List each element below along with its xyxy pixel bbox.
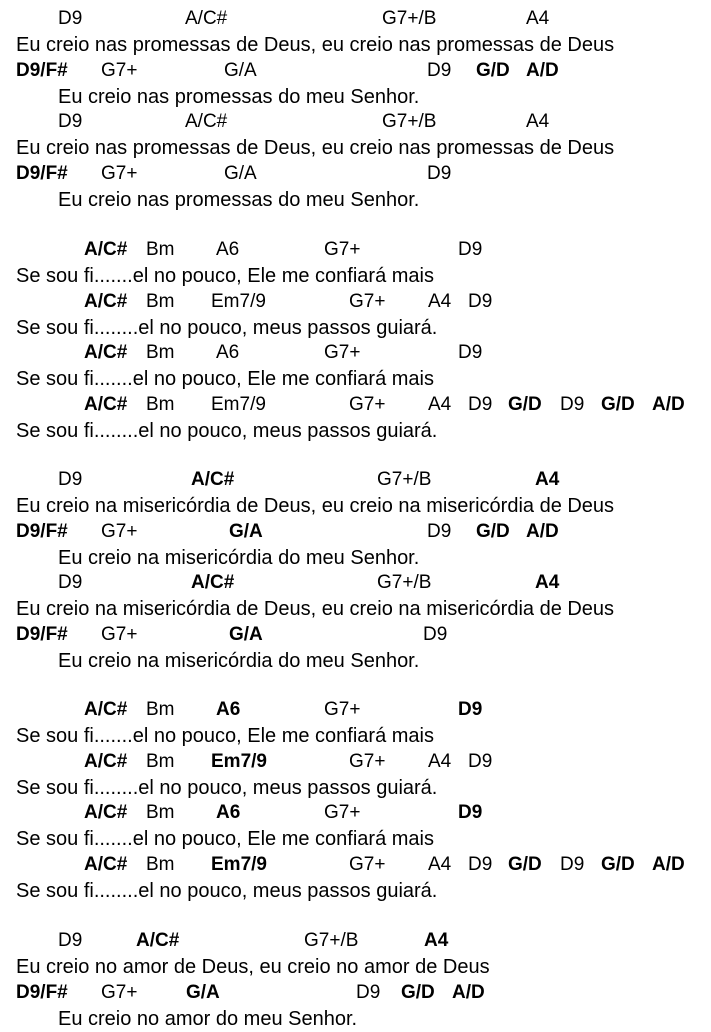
chord: A6 [216, 239, 240, 260]
lyric-text: Se sou fi........el no pouco, meus passos guiará. [16, 317, 438, 339]
chord: Em7/9 [211, 291, 266, 312]
chord: G/D [508, 854, 542, 875]
lyric-text: Se sou fi........el no pouco, meus passos guiará. [16, 880, 438, 902]
lyric-line [0, 648, 711, 674]
chord-line [0, 6, 711, 32]
lyric-line [0, 315, 711, 341]
chord-line [0, 467, 711, 493]
chord: A6 [216, 342, 240, 363]
chord: D9 [58, 8, 83, 29]
chord: D9 [468, 291, 493, 312]
chord: D9 [458, 699, 483, 720]
lyric-text: Eu creio nas promessas do meu Senhor. [58, 86, 420, 108]
chord: D9 [356, 982, 381, 1003]
chord: Em7/9 [211, 751, 267, 772]
chord: A/D [526, 521, 559, 542]
lyric-line [0, 32, 711, 58]
chord: A4 [428, 854, 452, 875]
chord: G/A [224, 60, 257, 81]
lyric-text: Eu creio nas promessas de Deus, eu creio nas promessas de Deus [16, 137, 615, 159]
chord: A/C# [191, 572, 235, 593]
chord: G/A [186, 982, 220, 1003]
lyric-text: Se sou fi.......el no pouco, Ele me confiará mais [16, 368, 434, 390]
chord: G7+ [324, 342, 361, 363]
chord: D9/F# [16, 60, 68, 81]
lyric-line [0, 723, 711, 749]
chord: G7+/B [304, 930, 359, 951]
chord: G/A [229, 521, 263, 542]
lyric-text: Se sou fi........el no pouco, meus passos guiará. [16, 777, 438, 799]
chord-line [0, 800, 711, 826]
chord: D9 [458, 239, 483, 260]
chord: D9 [468, 751, 493, 772]
chord: D9 [427, 521, 452, 542]
chord: A/C# [84, 394, 128, 415]
chord: G7+/B [382, 8, 437, 29]
chord: A/C# [84, 291, 128, 312]
chord: A/C# [136, 930, 180, 951]
chord: G7+ [101, 163, 138, 184]
chord: Bm [146, 342, 175, 363]
chord-line [0, 697, 711, 723]
chord: D9/F# [16, 521, 68, 542]
lyric-text: Se sou fi........el no pouco, meus passos guiará. [16, 420, 438, 442]
chord-line [0, 852, 711, 878]
chord: A/D [652, 854, 685, 875]
chord: G7+ [324, 802, 361, 823]
chord: G/D [601, 394, 635, 415]
chord: A/D [652, 394, 685, 415]
chord: A4 [535, 469, 560, 490]
chord: Bm [146, 239, 175, 260]
lyric-line [0, 1006, 711, 1032]
chord: G/A [229, 624, 263, 645]
chord: D9 [423, 624, 448, 645]
chord: A4 [428, 394, 452, 415]
lyric-text: Se sou fi.......el no pouco, Ele me confiará mais [16, 828, 434, 850]
chord: Bm [146, 394, 175, 415]
lyric-line [0, 135, 711, 161]
chord: A6 [216, 802, 241, 823]
chord: D9 [427, 163, 452, 184]
chord: D9/F# [16, 163, 68, 184]
chord: D9 [458, 802, 483, 823]
chord-line [0, 622, 711, 648]
chord-line [0, 392, 711, 418]
chord: G/A [224, 163, 257, 184]
chord: D9 [58, 930, 83, 951]
lyric-text: Eu creio na misericórdia de Deus, eu creio na misericórdia de Deus [16, 495, 615, 517]
chord: G7+ [324, 699, 361, 720]
chord-line [0, 928, 711, 954]
chord: A/C# [84, 239, 128, 260]
lyric-line [0, 596, 711, 622]
chord: A4 [535, 572, 560, 593]
chord: Bm [146, 291, 175, 312]
chord: G/D [508, 394, 542, 415]
chord: G7+/B [382, 111, 437, 132]
chord: Bm [146, 699, 175, 720]
lyric-text: Eu creio nas promessas de Deus, eu creio nas promessas de Deus [16, 34, 615, 56]
lyric-line [0, 826, 711, 852]
chord-line [0, 289, 711, 315]
chord: A/D [452, 982, 485, 1003]
chord: A/C# [185, 8, 228, 29]
chord: G7+ [349, 751, 386, 772]
chord: G/D [601, 854, 635, 875]
chord: A4 [526, 111, 550, 132]
chord: Em7/9 [211, 394, 266, 415]
chord: G7+ [101, 982, 138, 1003]
chord: A/C# [191, 469, 235, 490]
chord: G7+ [349, 291, 386, 312]
lyric-text: Eu creio nas promessas do meu Senhor. [58, 189, 420, 211]
chord: G/D [476, 60, 510, 81]
chord: A4 [526, 8, 550, 29]
chord: G7+ [349, 394, 386, 415]
chord: G7+ [324, 239, 361, 260]
chord: D9 [58, 111, 83, 132]
chord-line [0, 340, 711, 366]
chord: D9 [458, 342, 483, 363]
chord: D9 [427, 60, 452, 81]
lyric-text: Eu creio no amor do meu Senhor. [58, 1008, 358, 1030]
chord: D9 [58, 572, 83, 593]
chord: A/C# [185, 111, 228, 132]
chord: G7+ [101, 60, 138, 81]
chord: D9 [560, 394, 585, 415]
chord: A6 [216, 699, 241, 720]
chord: A/C# [84, 751, 128, 772]
chord: A/C# [84, 699, 128, 720]
chord: D9/F# [16, 982, 68, 1003]
lyric-text: Eu creio no amor de Deus, eu creio no amor de Deus [16, 956, 490, 978]
lyric-line [0, 775, 711, 801]
lyric-line [0, 84, 711, 110]
chord-line [0, 519, 711, 545]
chord: G7+/B [377, 572, 432, 593]
lyric-line [0, 366, 711, 392]
chord: A4 [424, 930, 449, 951]
chord: G7+ [101, 521, 138, 542]
chord-line [0, 237, 711, 263]
lyric-line [0, 263, 711, 289]
chord-line [0, 570, 711, 596]
chord: Bm [146, 802, 175, 823]
lyric-line [0, 187, 711, 213]
chord: A/D [526, 60, 559, 81]
lyric-line [0, 493, 711, 519]
chord: G/D [401, 982, 435, 1003]
chord: A4 [428, 291, 452, 312]
chord: Bm [146, 751, 175, 772]
chord: A/C# [84, 854, 128, 875]
chord-line [0, 58, 711, 84]
chord-line [0, 749, 711, 775]
lyric-text: Eu creio na misericórdia do meu Senhor. [58, 650, 420, 672]
chord: D9 [560, 854, 585, 875]
chord: D9 [468, 854, 493, 875]
chord: A/C# [84, 802, 128, 823]
chord-line [0, 161, 711, 187]
chord: G7+/B [377, 469, 432, 490]
chord-line [0, 980, 711, 1006]
chord: A/C# [84, 342, 128, 363]
lyric-text: Se sou fi.......el no pouco, Ele me confiará mais [16, 725, 434, 747]
chord: G/D [476, 521, 510, 542]
chord: G7+ [349, 854, 386, 875]
lyric-text: Eu creio na misericórdia de Deus, eu creio na misericórdia de Deus [16, 598, 615, 620]
lyric-line [0, 418, 711, 444]
lyric-line [0, 545, 711, 571]
chord: A4 [428, 751, 452, 772]
chord: D9 [58, 469, 83, 490]
chord-line [0, 109, 711, 135]
lyric-text: Se sou fi.......el no pouco, Ele me confiará mais [16, 265, 434, 287]
lyric-line [0, 878, 711, 904]
chord: D9/F# [16, 624, 68, 645]
chord: Em7/9 [211, 854, 267, 875]
lyric-text: Eu creio na misericórdia do meu Senhor. [58, 547, 420, 569]
chord: G7+ [101, 624, 138, 645]
chord: Bm [146, 854, 175, 875]
lyric-line [0, 954, 711, 980]
chord: D9 [468, 394, 493, 415]
